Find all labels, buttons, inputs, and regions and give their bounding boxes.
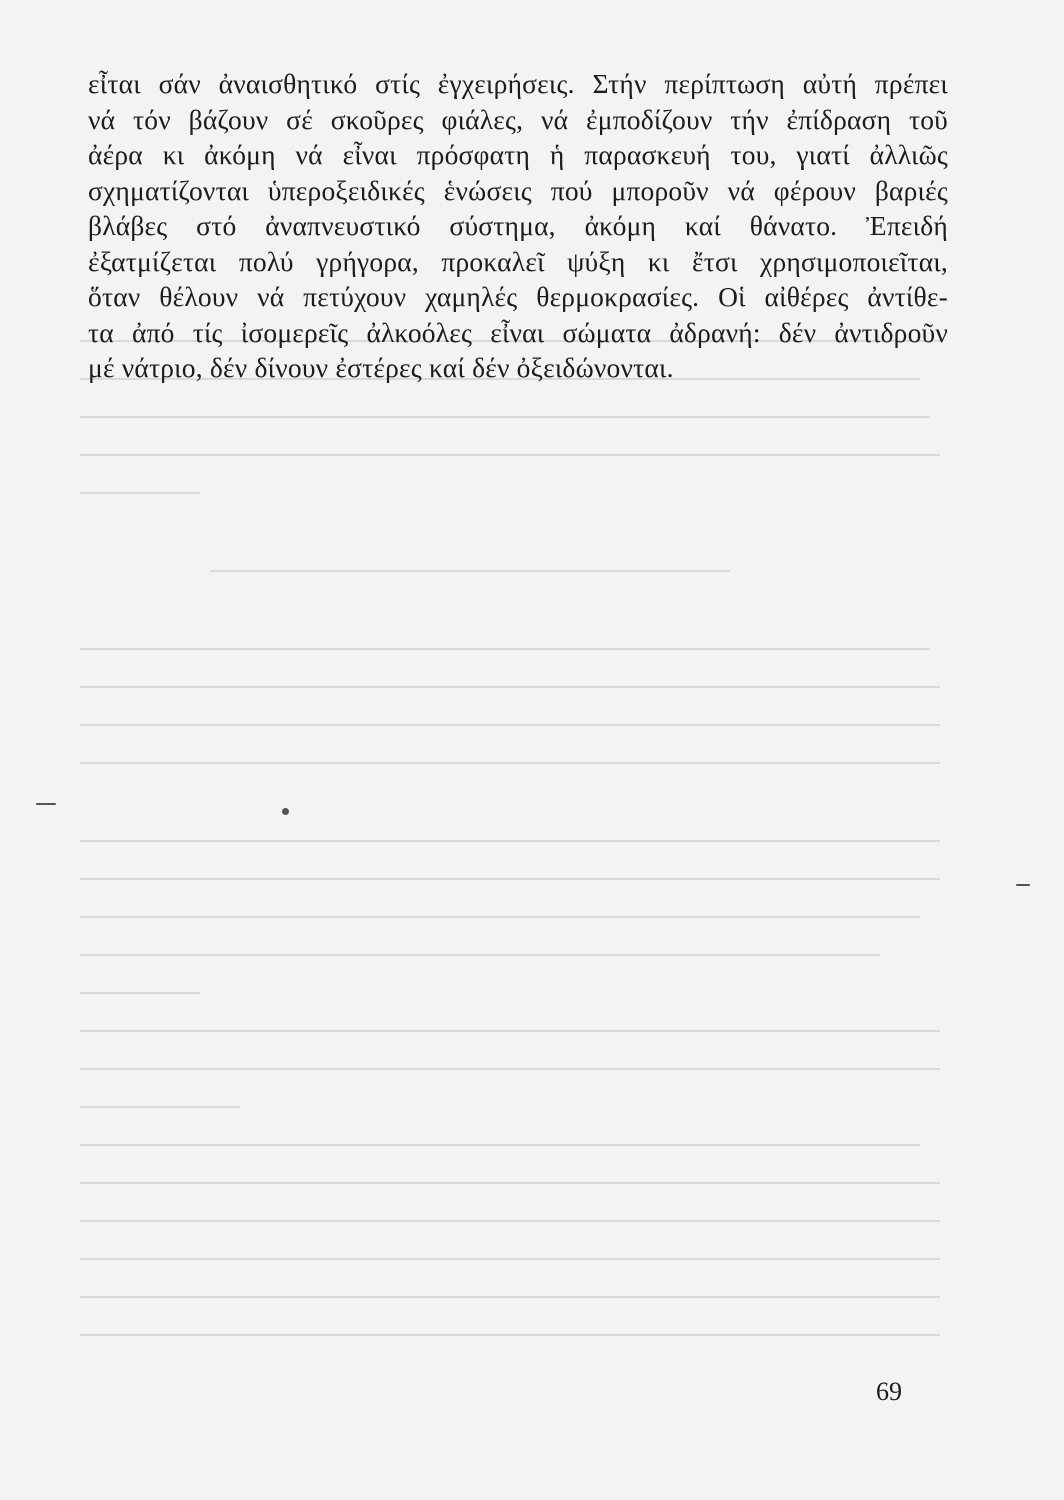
ink-speck (282, 808, 289, 815)
text-line: ἐξατμίζεται πολύ γρήγορα, προκαλεῖ ψύξη κι ἔτσι χρησιμοποιεῖται, (88, 245, 948, 277)
body-text (88, 66, 948, 386)
ink-speck (1016, 884, 1030, 886)
text-line: ἀέρα κι ἀκόμη νά εἶναι πρόσφατη ἡ παρασκευή του, γιατί ἀλλιῶς (88, 139, 948, 170)
page-number: 69 (876, 1377, 902, 1406)
reverse-side-bleed-through (80, 330, 960, 1350)
text-line: σχηματίζονται ὑπεροξειδικές ἑνώσεις πού μποροῦν νά φέρουν βαριές (88, 174, 948, 206)
text-line: τα ἀπό τίς ἰσομερεῖς ἀλκοόλες εἶναι σώματα ἀδρανή: δέν ἀντιδροῦν (88, 316, 948, 348)
text-line: ὅταν θέλουν νά πετύχουν χαμηλές θερμοκρασίες. Οἱ αἰθέρες ἀντίθε- (88, 281, 948, 312)
text-line: εἶται σάν ἀναισθητικό στίς ἐγχειρήσεις. Στήν περίπτωση αὐτή πρέπει (88, 68, 948, 99)
text-line: βλάβες στό ἀναπνευστικό σύστημα, ἀκόμη καί θάνατο. Ἐπειδή (88, 210, 948, 241)
text-line: μέ νάτριο, δέν δίνουν ἐστέρες καί δέν ὀξειδώνονται. (88, 352, 674, 383)
text-line: νά τόν βάζουν σέ σκοῦρες φιάλες, νά ἐμποδίζουν τήν ἐπίδραση τοῦ (88, 103, 948, 135)
ink-speck (36, 803, 56, 805)
